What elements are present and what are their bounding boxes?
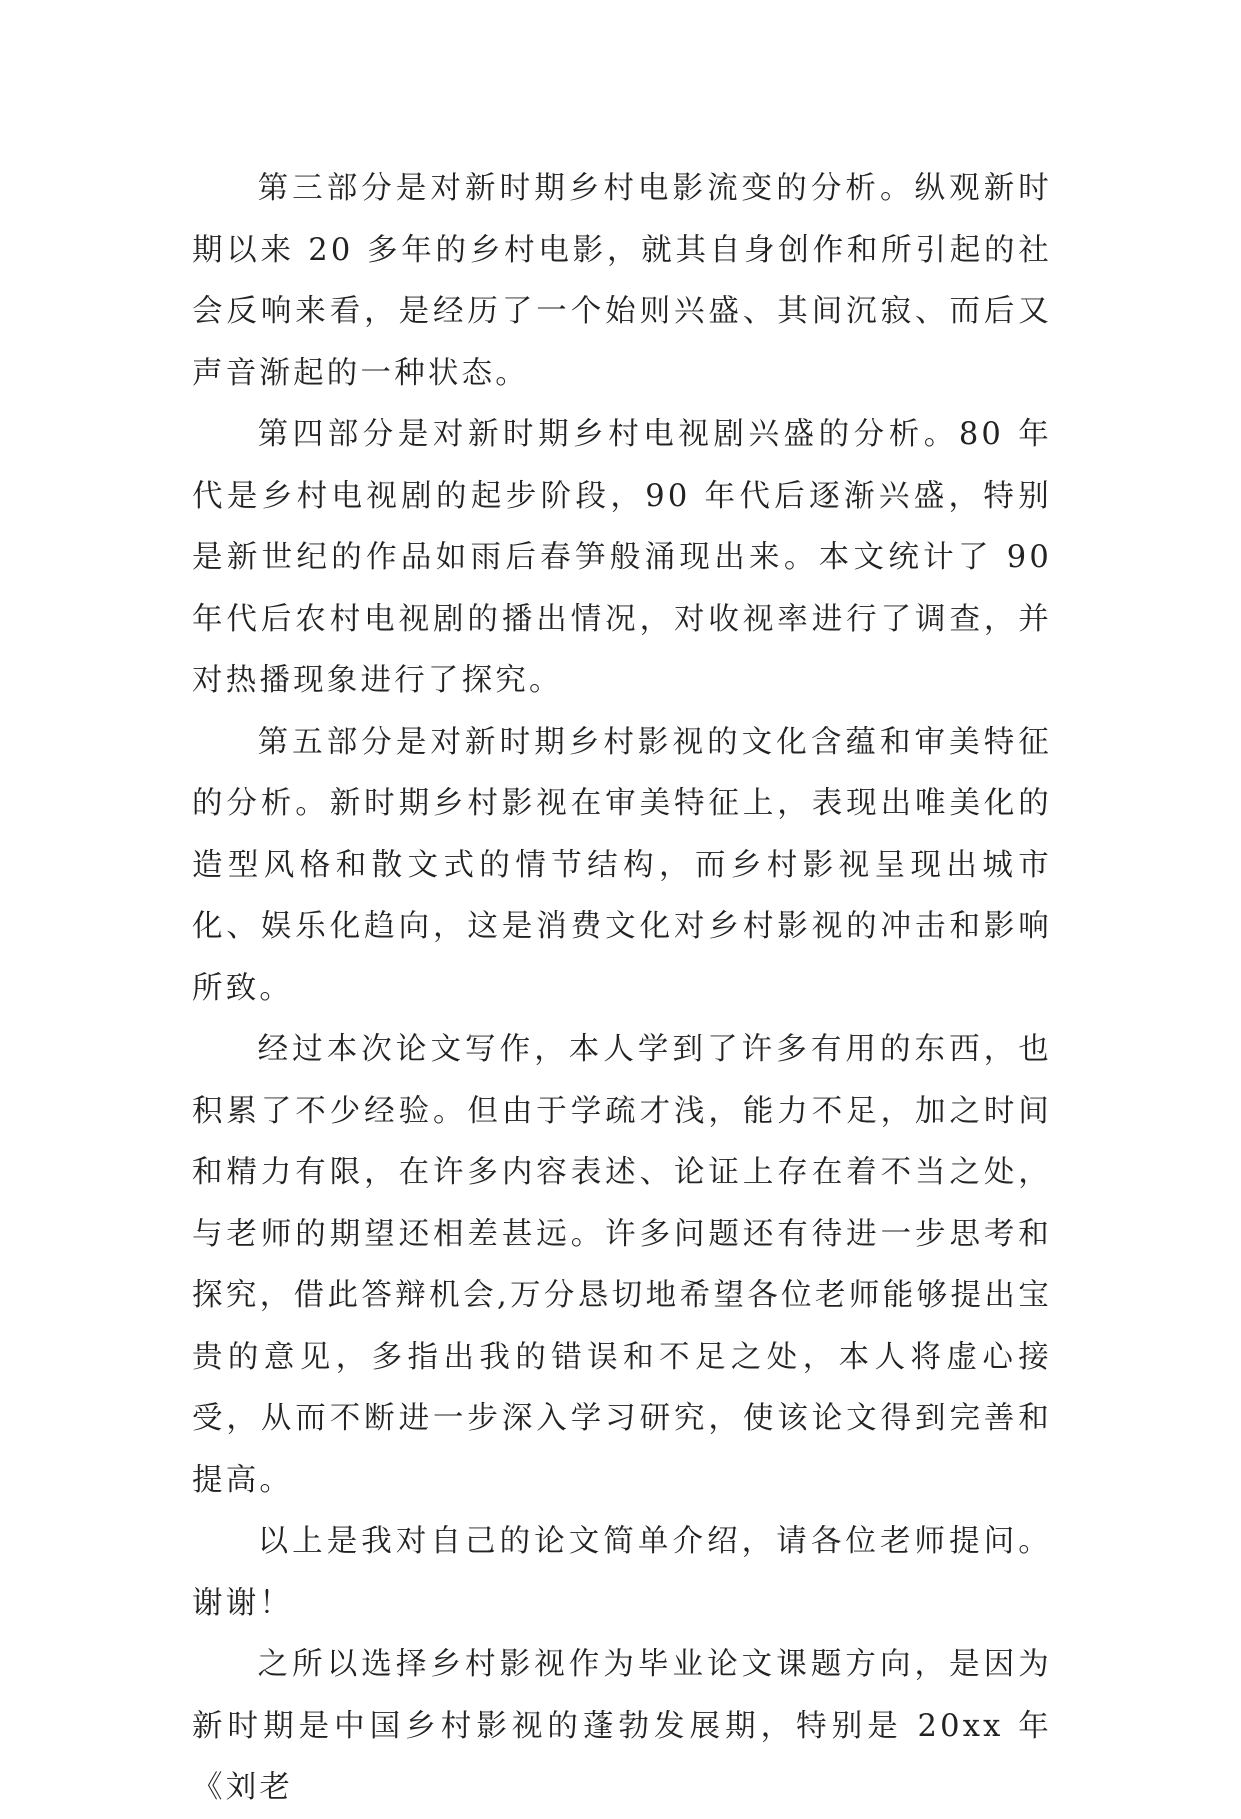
document-body [192, 158, 1052, 1819]
paragraph-part-five: 第五部分是对新时期乡村影视的文化含蕴和审美特征的分析。新时期乡村影视在审美特征上，表现出唯美化的造型风格和散文式的情节结构，而乡村影视呈现出城市化、娱乐化趋向，这是消费文化对乡村影视的冲击和影响所致。 [192, 724, 1052, 1006]
paragraph-reflection: 经过本次论文写作，本人学到了许多有用的东西，也积累了不少经验。但由于学疏才浅，能力不足，加之时间和精力有限，在许多内容表述、论证上存在着不当之处，与老师的期望还相差甚远。许多问题还有待进一步思考和探究，借此答辩机会,万分恳切地希望各位老师能够提出宝贵的意见，多指出我的错误和不足之处，本人将虚心接受，从而不断进一步深入学习研究，使该论文得到完善和提高。 [192, 1032, 1052, 1498]
paragraph-part-four: 第四部分是对新时期乡村电视剧兴盛的分析。80 年代是乡村电视剧的起步阶段，90 年代后逐渐兴盛，特别是新世纪的作品如雨后春笋般涌现出来。本文统计了 90 年代后农村电视剧的播出情况，对收视率进行了调查，并对热播现象进行了探究。 [192, 417, 1052, 698]
paragraph-closing: 以上是我对自己的论文简单介绍，请各位老师提问。谢谢！ [192, 1524, 1052, 1621]
paragraph-part-three: 第三部分是对新时期乡村电影流变的分析。纵观新时期以来 20 多年的乡村电影，就其自身创作和所引起的社会反响来看，是经历了一个始则兴盛、其间沉寂、而后又声音渐起的一种状态。 [192, 171, 1052, 391]
paragraph-topic-reason: 之所以选择乡村影视作为毕业论文课题方向，是因为新时期是中国乡村影视的蓬勃发展期，特别是 20xx 年《刘老 [192, 1647, 1052, 1805]
